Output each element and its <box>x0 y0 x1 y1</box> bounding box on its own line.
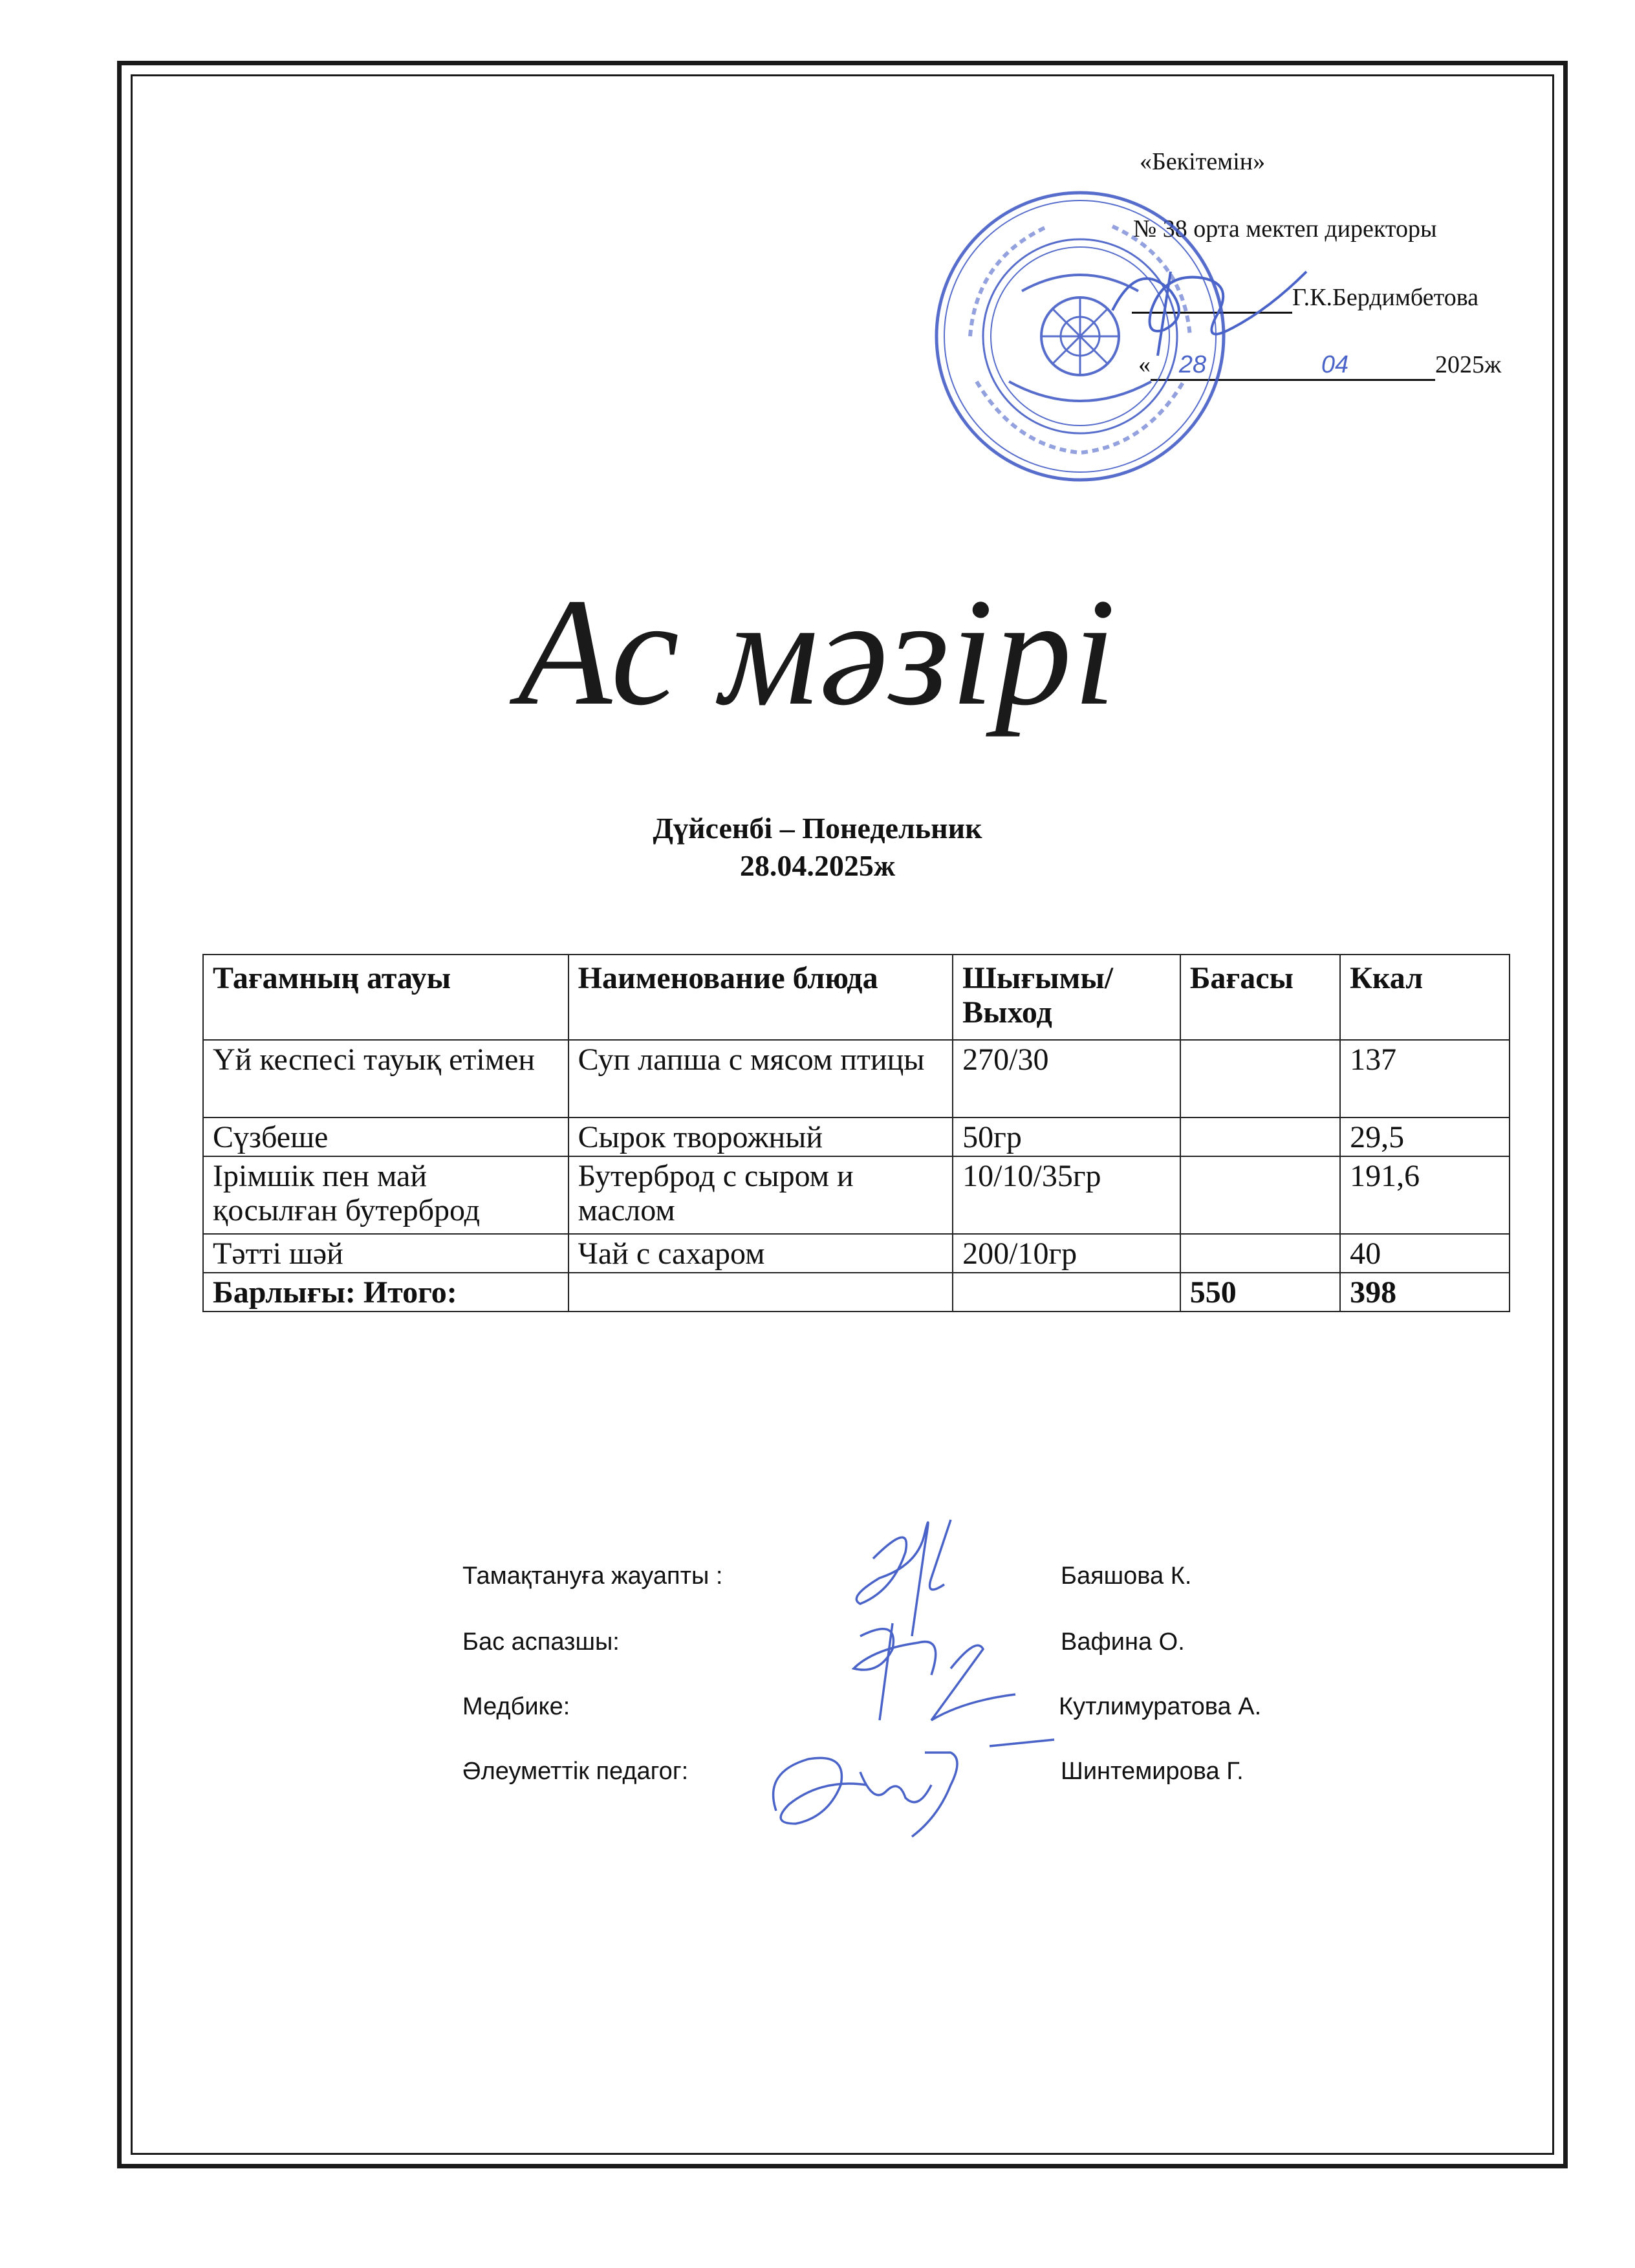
total-kcal: 398 <box>1340 1273 1510 1312</box>
total-price: 550 <box>1180 1273 1340 1312</box>
table-row <box>203 1156 1510 1234</box>
cell-yield: 10/10/35гр <box>953 1156 1180 1234</box>
menu-table <box>202 954 1510 1312</box>
cell-yield: 270/30 <box>953 1040 1180 1118</box>
total-yield <box>953 1273 1180 1312</box>
approval-director: Г.К.Бердимбетова <box>1292 284 1479 311</box>
cell-name-kz: Үй кеспесі тауық етімен <box>203 1040 568 1118</box>
table-row <box>203 1040 1510 1118</box>
staff-name-social-pedagogue: Шинтемирова Г. <box>1061 1758 1244 1785</box>
header-yield: Шығымы/ Выход <box>953 955 1180 1040</box>
staff-role-social-pedagogue: Әлеуметтік педагог: <box>462 1758 689 1785</box>
table-header-row <box>203 955 1510 1040</box>
table-total-row <box>203 1273 1510 1312</box>
header-name-kz: Тағамның атауы <box>203 955 568 1040</box>
table-row <box>203 1118 1510 1156</box>
cell-name-kz: Сүзбеше <box>203 1118 568 1156</box>
cell-yield: 200/10гр <box>953 1234 1180 1273</box>
cell-name-ru: Бутерброд с сыром и маслом <box>568 1156 953 1234</box>
header-kcal: Ккал <box>1340 955 1510 1040</box>
total-name-ru <box>568 1273 953 1312</box>
cell-name-ru: Сырок творожный <box>568 1118 953 1156</box>
cell-price <box>1180 1234 1340 1273</box>
cell-kcal: 191,6 <box>1340 1156 1510 1234</box>
cell-name-kz: Тәтті шәй <box>203 1234 568 1273</box>
staff-role-nurse: Медбике: <box>462 1693 570 1720</box>
header-name-ru: Наименование блюда <box>568 955 953 1040</box>
staff-name-chef: Вафина О. <box>1061 1628 1185 1656</box>
menu-date: 28.04.2025ж <box>739 849 896 882</box>
cell-name-ru: Чай с сахаром <box>568 1234 953 1273</box>
staff-role-chef: Бас аспазшы: <box>462 1628 620 1656</box>
cell-kcal: 137 <box>1340 1040 1510 1118</box>
approval-date-day: 28 <box>1151 351 1235 381</box>
menu-title: Ас мәзірі <box>517 567 1118 737</box>
cell-kcal: 40 <box>1340 1234 1510 1273</box>
approval-date-month: 04 <box>1235 351 1435 381</box>
total-label: Барлығы: Итого: <box>203 1273 568 1312</box>
table-row <box>203 1234 1510 1273</box>
staff-role-responsible: Тамақтануға жауапты : <box>462 1562 723 1590</box>
cell-price <box>1180 1156 1340 1234</box>
cell-price <box>1180 1118 1340 1156</box>
menu-day: Дүйсенбі – Понедельник <box>653 812 982 845</box>
header-price: Бағасы <box>1180 955 1340 1040</box>
staff-signature-icon <box>834 1507 1048 1740</box>
cell-price <box>1180 1040 1340 1118</box>
approval-title: «Бекітемін» <box>1140 148 1266 175</box>
staff-name-nurse: Кутлимуратова А. <box>1059 1693 1262 1720</box>
staff-name-responsible: Баяшова К. <box>1061 1562 1192 1590</box>
approval-date-year: 2025ж <box>1435 351 1502 378</box>
social-pedagogue-signature-icon <box>757 1714 1067 1843</box>
approval-position: № 38 орта мектеп директоры <box>1133 215 1437 243</box>
cell-kcal: 29,5 <box>1340 1118 1510 1156</box>
cell-name-ru: Суп лапша с мясом птицы <box>568 1040 953 1118</box>
director-signature-icon <box>1099 233 1332 382</box>
cell-yield: 50гр <box>953 1118 1180 1156</box>
approval-date-line: « 28 04 2025ж <box>1138 351 1501 381</box>
cell-name-kz: Ірімшік пен май қосылған бутерброд <box>203 1156 568 1234</box>
